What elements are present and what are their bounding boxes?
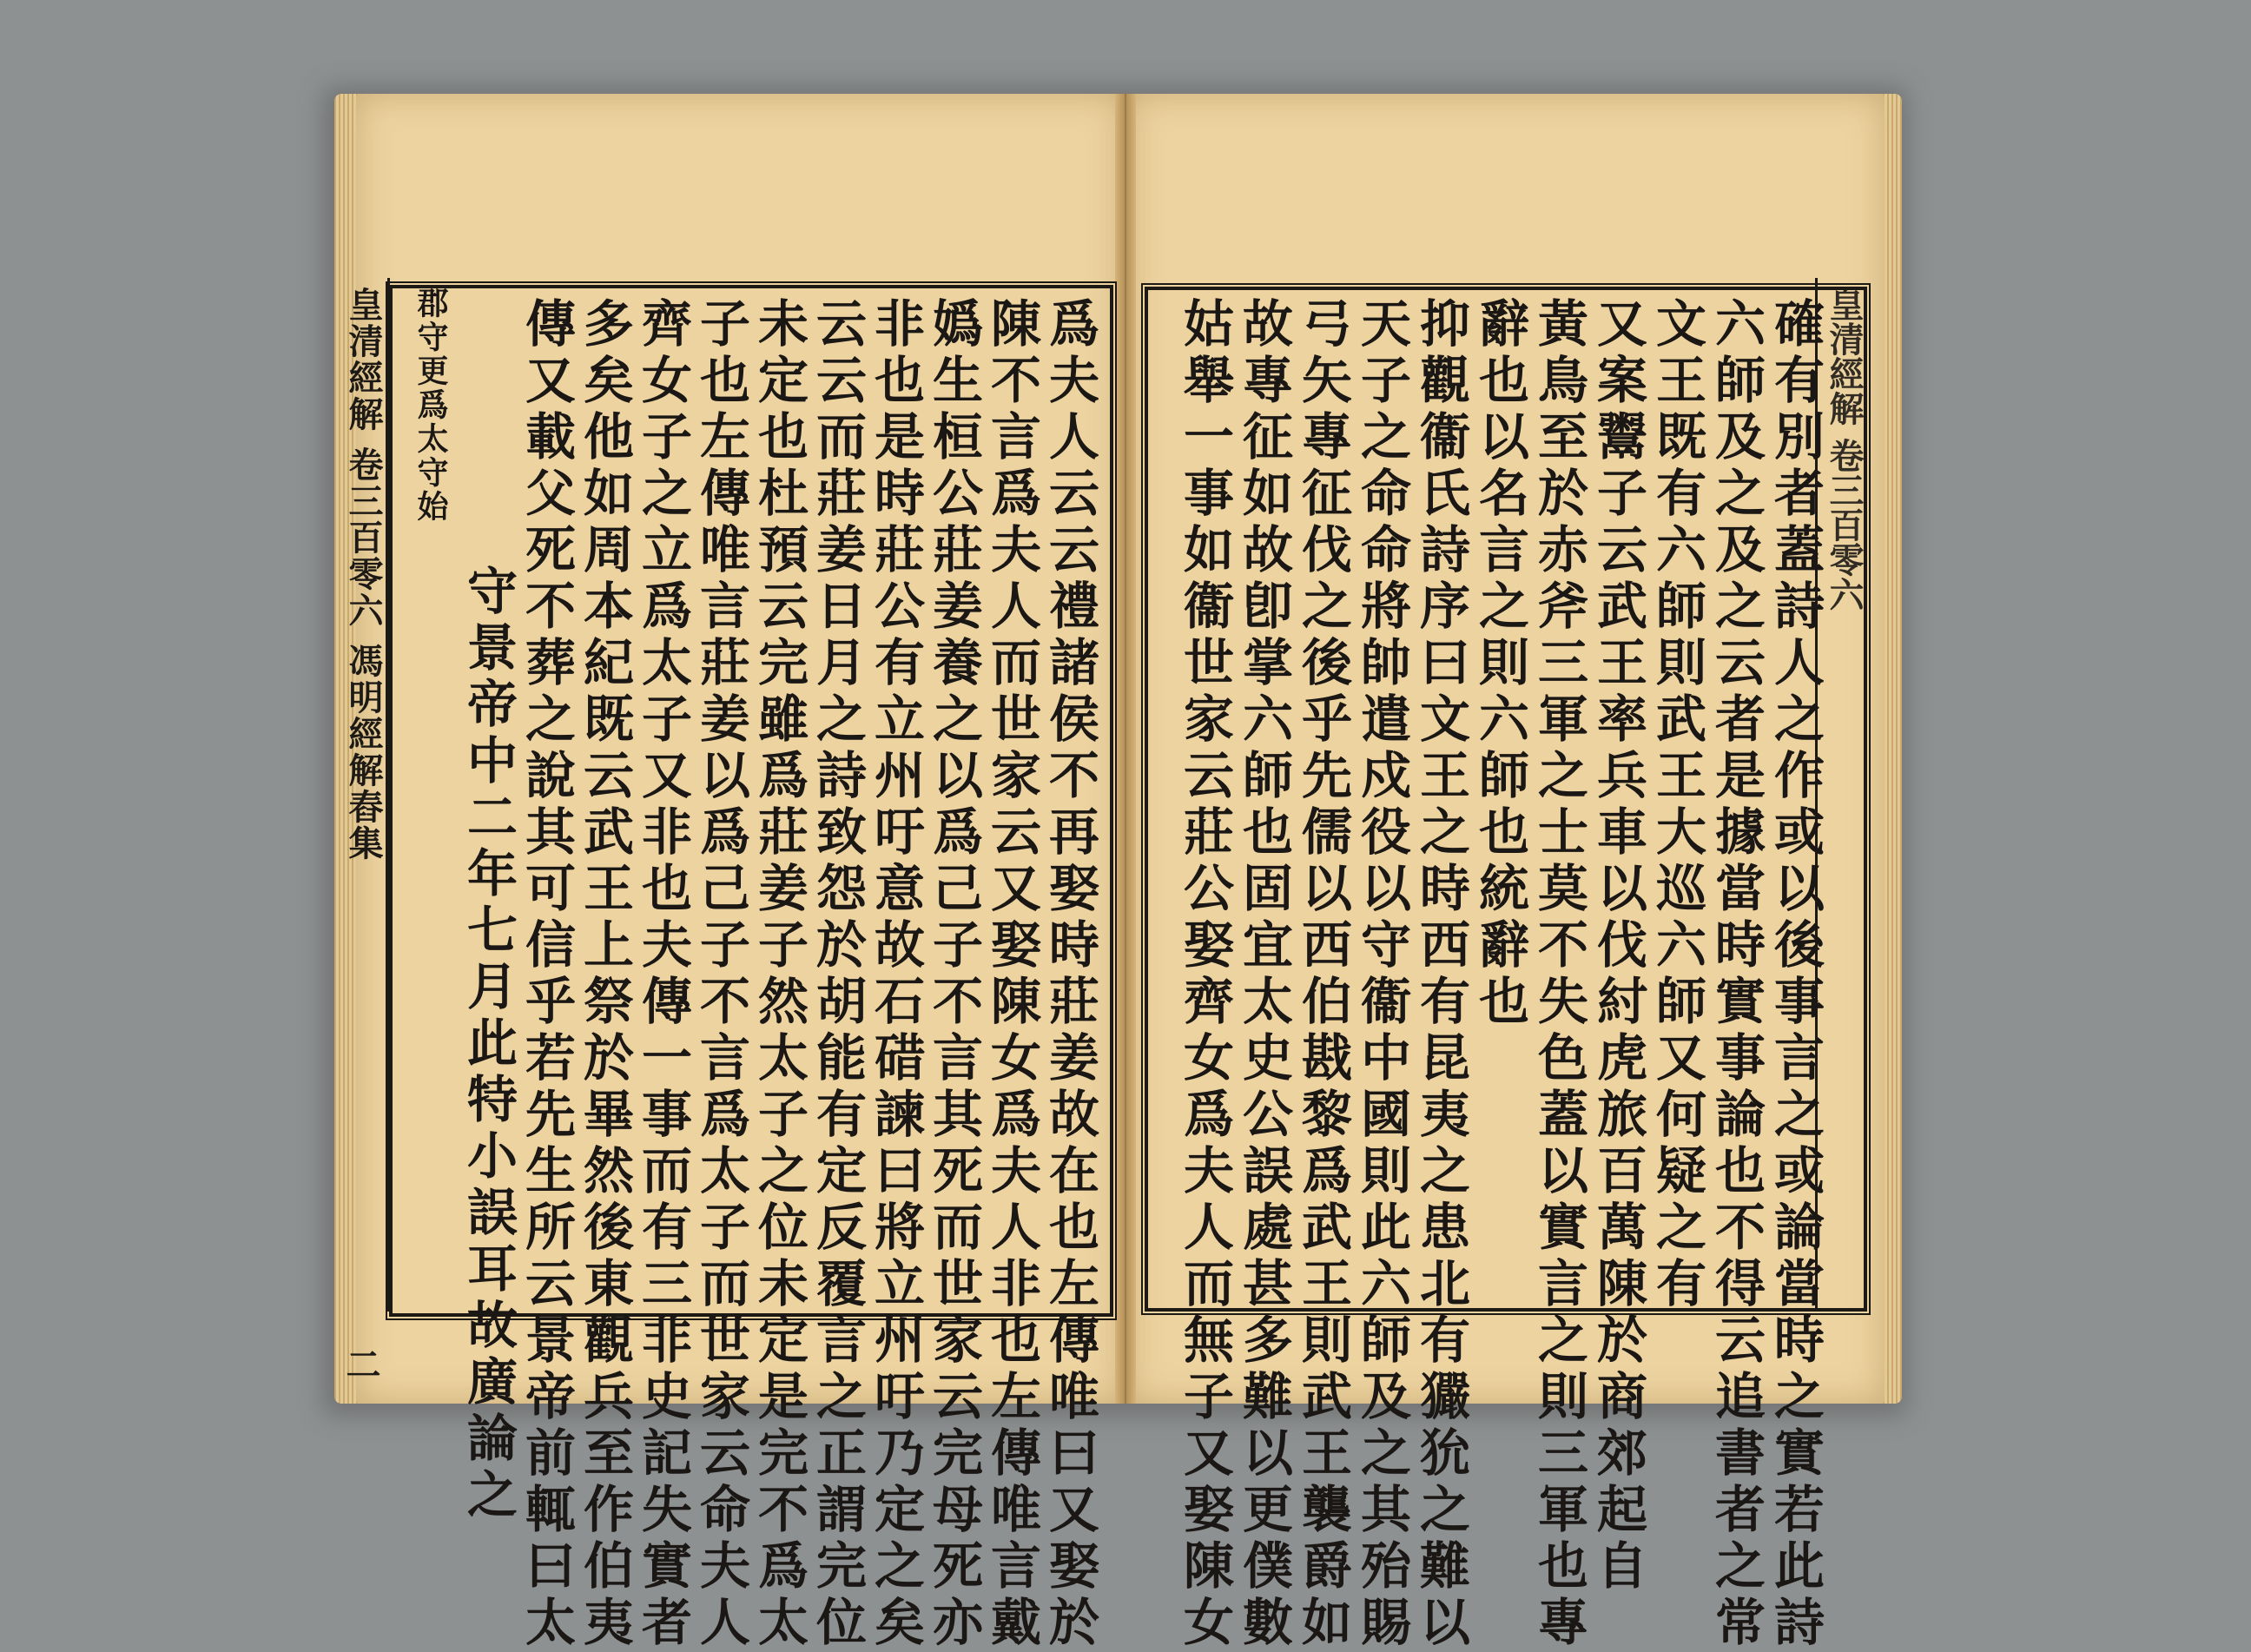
- right-banxin-title: 皇清經解 卷三百零六: [1824, 287, 1865, 611]
- right-text-column: 確有別者蓋詩人之作或以後事言之或論當時之實若此詩: [1766, 297, 1825, 1652]
- left-text-column: 齊女子之立爲太子又非也夫傳一事而有三非史記失實者: [633, 297, 692, 1652]
- right-text-column: 黃鳥至於赤斧三軍之士莫不失色蓋以實言之則三軍也專: [1529, 297, 1588, 1652]
- left-text-column: 嬀生桓公莊姜養之以爲己子不言其死而世家云完母死亦: [924, 297, 983, 1652]
- left-text-column: 子也左傳唯言莊姜以爲己子不言爲太子而世家云命夫人: [691, 297, 750, 1652]
- right-text-column: 文王既有六師則武王大巡六師又何疑之有: [1647, 297, 1706, 1313]
- right-text-column: 辭也以名言之則六師也統辭也: [1470, 297, 1529, 1031]
- left-text-column: 云云而莊姜日月之詩致怨於胡能有定反覆言之正謂完位: [808, 297, 867, 1652]
- folio-number: 二: [340, 1346, 381, 1381]
- left-text-column: 爲夫人云云禮諸侯不再娶時莊姜故在也左傳唯曰又娶於: [1040, 297, 1099, 1652]
- inline-note: 郡守更爲太守始: [413, 287, 449, 524]
- left-text-column: 非也是時莊公有立州吁意故石碏諫曰將立州吁乃定之矣: [866, 297, 925, 1652]
- left-text-column: 未定也杜預云完雖爲莊姜子然太子之位未定是完不爲太: [749, 297, 809, 1652]
- right-text-column: 又案鬻子云武王率兵車以伐紂虎旅百萬陳於商郊起自: [1588, 297, 1647, 1596]
- book-gutter: [1115, 94, 1136, 1404]
- left-text-column: 陳不言爲夫人而世家云又娶陳女爲夫人非也左傳唯言戴: [982, 297, 1041, 1652]
- right-text-column: 姑舉一事如衞世家云莊公娶齊女爲夫人而無子又娶陳女: [1175, 297, 1234, 1652]
- left-banxin-title: 皇清經解 卷三百零六 馮明經解舂集: [343, 287, 384, 862]
- right-text-column: 六師及之及之云者是據當時實事論也不得云追書者之常: [1706, 297, 1766, 1652]
- right-text-column: 天子之命命將帥遣戍役以守衞中國則此六師及之其殆賜: [1352, 297, 1411, 1652]
- right-text-column: 故專征如故卽掌六師也固宜太史公誤處甚多難以更僕數: [1234, 297, 1293, 1652]
- left-text-column: 多矣他如周本紀既云武王上祭於畢然後東觀兵至作伯夷: [575, 297, 634, 1652]
- right-text-column: 抑觀衞氏詩序曰文王之時西有昆夷之患北有玁狁之難以: [1411, 297, 1470, 1652]
- left-text-column: 傳又載父死不葬之說其可信乎若先生所云景帝前輒曰太: [517, 297, 576, 1652]
- right-text-column: 弓矢專征伐之後乎先儒以西伯戡黎爲武王則武王襲爵如: [1293, 297, 1352, 1652]
- left-banxin: [339, 278, 390, 1381]
- left-text-column: 守景帝中二年七月此特小誤耳故廣論之: [459, 565, 518, 1524]
